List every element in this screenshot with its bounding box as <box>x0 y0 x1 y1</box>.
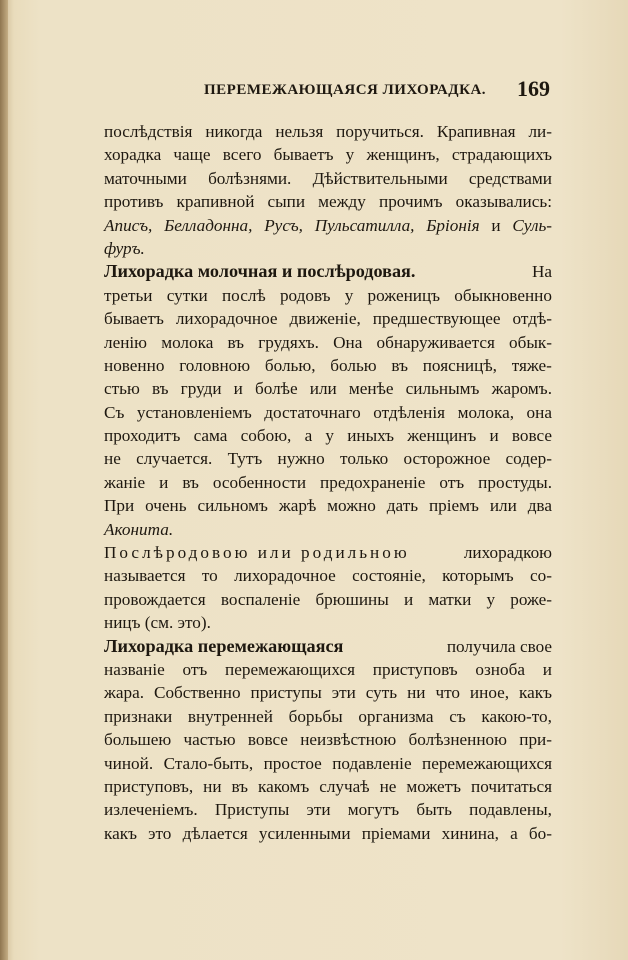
remedy-apis: Аписъ, <box>104 215 153 235</box>
text-line: жаніе и въ особенности предохраненіе отъ простуды. <box>104 472 552 492</box>
remedy-belladonna: Белладонна, <box>164 215 253 235</box>
remedy-sulfur-part2: фуръ. <box>104 238 145 258</box>
text-line: послѣдствія никогда нельзя поручиться. Крапивная ли- <box>104 122 552 141</box>
text-line: большею частью вовсе неизвѣстною болѣзненною при- <box>104 730 552 750</box>
text-line: жара. Собственно приступы эти суть ни что иное, какъ <box>104 683 552 703</box>
text-line: признаки внутренней борьбы организма съ какою-то, <box>104 706 552 726</box>
text-line: новенно головною болью, болью въ поясницѣ, тяже- <box>104 355 552 375</box>
text-line: противъ крапивной сыпи между прочимъ оказывались: <box>104 192 552 212</box>
text-line: Съ установленіемъ достаточнаго отдѣленія молока, она <box>104 402 552 422</box>
text-line: не случается. Тутъ нужно только осторожное содер- <box>104 449 552 469</box>
running-title: ПЕРЕМЕЖАЮЩАЯСЯ ЛИХОРАДКА. <box>204 82 487 98</box>
text-line: стью въ груди и болѣе или менѣе сильнымъ жаромъ. <box>104 379 552 399</box>
text-line: бываетъ лихорадочное движеніе, предшествующее отдѣ- <box>104 309 552 329</box>
text-line: проходитъ сама собою, а у иныхъ женщинъ и вовсе <box>104 426 552 446</box>
page-header <box>104 76 550 106</box>
text-fragment: лихорадкою <box>463 543 552 563</box>
text-line: маточными болѣзнями. Дѣйствительными средствами <box>104 168 552 188</box>
term-puerperal-fever: Послѣродовою или родильною <box>104 543 410 563</box>
text-line: какъ это дѣлается усиленными пріемами хинина, а бо- <box>104 823 552 843</box>
section-heading-intermittent-fever: Лихорадка перемежающаяся <box>104 635 344 656</box>
text-line: При очень сильномъ жарѣ можно дать пріемъ или два <box>104 496 552 516</box>
page-number: 169 <box>517 76 550 101</box>
body-text <box>104 120 552 845</box>
text-line: провождается воспаленіе брюшины и матки у роже- <box>104 589 552 609</box>
text-line: третьи сутки послѣ родовъ у роженицъ обыкновенно <box>104 285 552 305</box>
text-line: называется то лихорадочное состояніе, которымъ со- <box>104 566 552 586</box>
text-line: чиной. Стало-быть, простое подавленіе перемежающихся <box>104 753 552 773</box>
remedy-bryonia: Бріонія <box>426 215 480 235</box>
text-fragment: получила свое <box>446 636 552 656</box>
text-line: излеченіемъ. Приступы эти могутъ быть подавлены, <box>104 800 552 820</box>
text-line: хорадка чаще всего бываетъ у женщинъ, страдающихъ <box>104 145 552 165</box>
section-heading-milk-fever: Лихорадка молочная и послѣродовая. <box>104 261 416 282</box>
section-heading-line <box>104 260 552 283</box>
section-heading-line <box>104 635 552 658</box>
text-fragment: На <box>531 262 552 282</box>
remedy-pulsatilla: Пульсатилла, <box>314 215 415 235</box>
text-line: приступовъ, ни въ какомъ случаѣ не можетъ почитаться <box>104 776 552 796</box>
conjunction: и <box>491 215 501 235</box>
text-line-remedies <box>104 214 552 237</box>
text-line-puerperal <box>104 541 552 564</box>
remedy-rus: Русъ, <box>264 215 303 235</box>
remedy-aconite: Аконита. <box>104 519 174 539</box>
remedy-sulfur-part1: Суль- <box>512 215 552 235</box>
page-spine-edge <box>0 0 8 960</box>
text-line: ницъ (см. это). <box>104 613 211 633</box>
text-line: ленію молока въ грудяхъ. Она обнаруживается обык- <box>104 332 552 352</box>
text-line: названіе отъ перемежающихся приступовъ озноба и <box>104 659 552 679</box>
